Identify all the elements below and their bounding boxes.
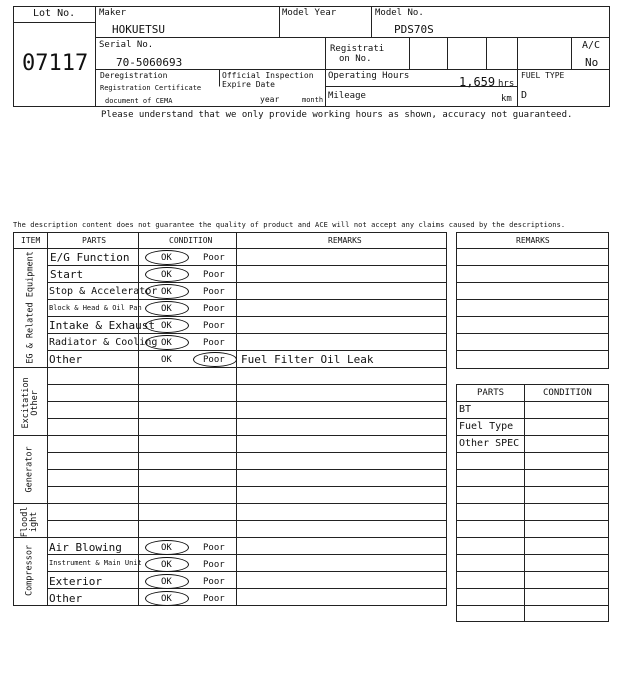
cema-document-label: document of CEMA — [105, 97, 173, 105]
month-label: month — [302, 96, 324, 104]
km-label: km — [501, 94, 512, 104]
eg-poor-0: Poor — [203, 253, 225, 263]
hours-notice: Please understand that we only provide working hours as shown, accuracy not guaranteed. — [101, 110, 573, 120]
group-excitation-line2: Other — [30, 390, 40, 416]
compressor-poor-3: Poor — [203, 594, 225, 604]
eg-ok-0: OK — [161, 253, 172, 263]
eg-part-1: Start — [50, 268, 84, 281]
eg-selected-mark-0 — [145, 250, 189, 265]
compressor-poor-2: Poor — [203, 577, 225, 587]
model-year-label: Model Year — [282, 8, 337, 18]
compressor-part-1: Instrument & Main Unit — [49, 559, 142, 567]
eg-selected-mark-3 — [145, 301, 189, 316]
eg-part-0: E/G Function — [50, 251, 130, 264]
eg-part-4: Intake & Exhaust — [49, 319, 155, 332]
lot-label: Lot No. — [33, 8, 76, 19]
compressor-ok-0: OK — [161, 543, 172, 553]
eg-poor-1: Poor — [203, 270, 225, 280]
compressor-selected-mark-3 — [145, 591, 189, 606]
registration-label-line2: on No. — [339, 54, 372, 64]
eg-part-2: Stop & Accelerator — [49, 286, 158, 297]
eg-poor-4: Poor — [203, 321, 225, 331]
eg-ok-4: OK — [161, 321, 172, 331]
eg-ok-6: OK — [161, 355, 172, 365]
compressor-part-3: Other — [49, 592, 83, 605]
group-floodlight-label — [21, 502, 39, 542]
year-label: year — [260, 95, 280, 104]
group-floodlight-line1: Floodl — [20, 506, 31, 538]
model-no-label: Model No. — [375, 8, 424, 18]
compressor-selected-mark-2 — [145, 574, 189, 589]
maker-label: Maker — [99, 8, 127, 18]
hrs-label: hrs — [498, 79, 515, 89]
serial-value: 70-5060693 — [116, 56, 183, 69]
right-remarks-header: REMARKS — [516, 236, 550, 245]
right-part-other-spec: Other SPEC — [459, 438, 520, 449]
compressor-selected-mark-1 — [145, 557, 189, 572]
right-part-fuel-type: Fuel Type — [459, 421, 514, 432]
compressor-ok-1: OK — [161, 560, 172, 570]
eg-remark-6: Fuel Filter Oil Leak — [241, 353, 374, 366]
col-condition: CONDITION — [169, 236, 213, 245]
right-parts-header: PARTS — [477, 388, 505, 398]
registration-label-line1: Registrati — [330, 44, 385, 54]
compressor-part-2: Exterior — [49, 575, 102, 588]
eg-ok-5: OK — [161, 338, 172, 348]
inspection-label-line2: Expire Date — [222, 80, 275, 89]
eg-ok-2: OK — [161, 287, 172, 297]
group-compressor-label: Compressor — [24, 544, 35, 597]
compressor-ok-2: OK — [161, 577, 172, 587]
compressor-poor-0: Poor — [203, 543, 225, 553]
fuel-type-label: FUEL TYPE — [521, 71, 565, 80]
eg-selected-mark-4 — [145, 318, 189, 333]
col-parts: PARTS — [82, 236, 107, 245]
group-eg-label: EG & Related Equipment — [25, 251, 36, 364]
ac-value: No — [585, 56, 599, 69]
eg-part-3: Block & Head & Oil Pan — [49, 304, 142, 312]
eg-selected-mark-2 — [145, 284, 189, 299]
eg-part-6: Other — [49, 353, 83, 366]
eg-selected-mark-1 — [145, 267, 189, 282]
col-item: ITEM — [21, 236, 41, 245]
maker-value: HOKUETSU — [112, 23, 165, 36]
compressor-ok-3: OK — [161, 594, 172, 604]
right-part-bt: BT — [459, 404, 472, 415]
disclaimer: The description content does not guarantee the quality of product and ACE will not accept any claims caused by the descriptions. — [13, 221, 566, 229]
eg-part-5: Radiator & Cooling — [49, 337, 158, 348]
group-floodlight-line2: ight — [29, 511, 39, 533]
eg-poor-3: Poor — [203, 304, 225, 314]
model-no-value: PDS70S — [394, 23, 434, 36]
eg-poor-5: Poor — [203, 338, 225, 348]
fuel-type-value: D — [521, 90, 528, 101]
compressor-selected-mark-0 — [145, 540, 189, 555]
mileage-label: Mileage — [328, 91, 366, 101]
col-remarks: REMARKS — [328, 236, 362, 245]
operating-hours-label: Operating Hours — [328, 71, 410, 81]
eg-ok-3: OK — [161, 304, 172, 314]
eg-selected-mark-6 — [193, 352, 237, 367]
inspection-label-line1: Official Inspection — [222, 71, 314, 80]
ac-label: A/C — [582, 40, 601, 51]
lot-number: 07117 — [22, 51, 89, 76]
eg-poor-2: Poor — [203, 287, 225, 297]
compressor-poor-1: Poor — [203, 560, 225, 570]
deregistration-label: Deregistration — [100, 71, 168, 80]
eg-ok-1: OK — [161, 270, 172, 280]
eg-selected-mark-5 — [145, 335, 189, 350]
registration-certificate-label: Registration Certificate — [100, 84, 202, 92]
eg-poor-6: Poor — [203, 355, 225, 365]
right-condition-header: CONDITION — [543, 388, 592, 398]
group-generator-label: Generator — [24, 446, 35, 493]
operating-hours-value: 1,659 — [459, 75, 496, 89]
group-excitation-label — [22, 368, 40, 438]
compressor-part-0: Air Blowing — [49, 541, 122, 554]
group-excitation-line1: Excitation — [21, 377, 32, 429]
serial-label: Serial No. — [99, 40, 154, 50]
